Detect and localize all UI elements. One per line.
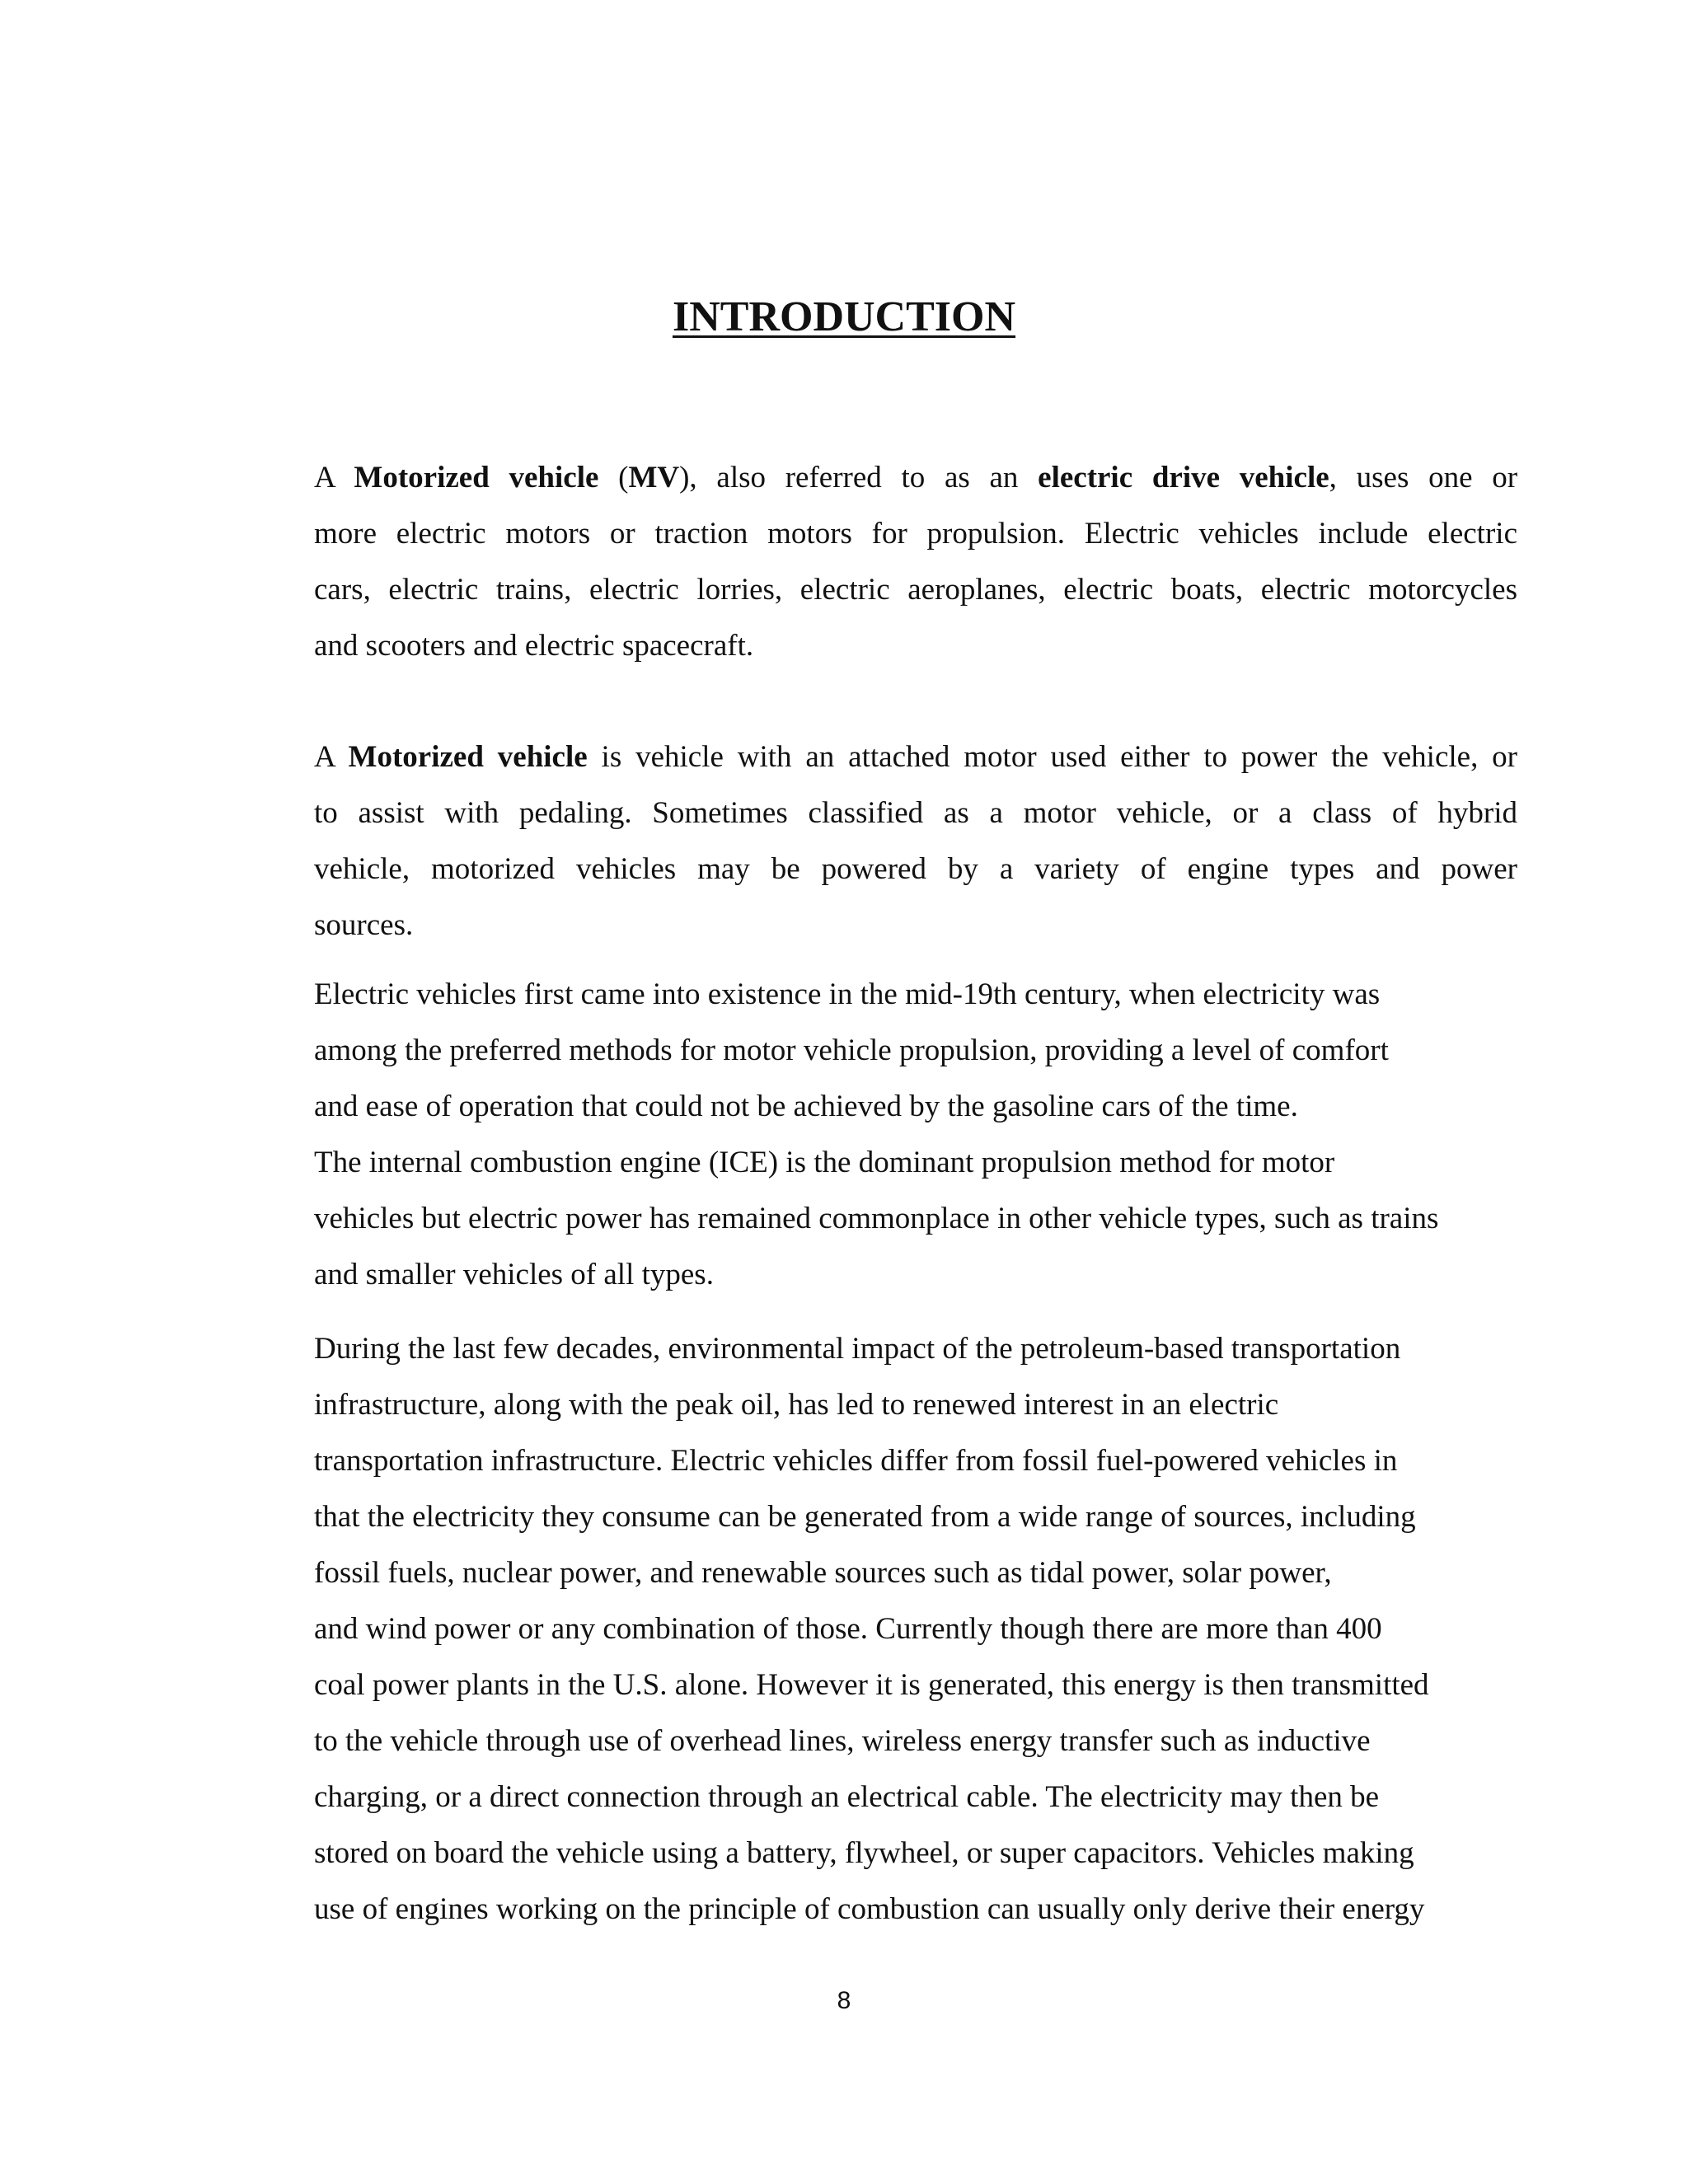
page-title: INTRODUCTION — [672, 293, 1016, 340]
text-line: among the preferred methods for motor vehicle propulsion, providing a level of comfort — [314, 1033, 1389, 1067]
text-run: , uses one or — [1329, 461, 1518, 494]
text-line: Electric vehicles first came into existence in the mid-19th century, when electricity was — [314, 977, 1381, 1011]
text-line: more electric motors or traction motors for propulsion. Electric vehicles include electric — [314, 517, 1517, 551]
text-run: ), also referred to as an — [679, 461, 1039, 494]
text-line: sources. — [314, 908, 414, 942]
text-line: and ease of operation that could not be achieved by the gasoline cars of the time. — [314, 1090, 1298, 1123]
text-line — [314, 737, 1517, 778]
text-run: A — [314, 461, 354, 494]
text-line: coal power plants in the U.S. alone. However it is generated, this energy is then transmitted — [314, 1668, 1429, 1702]
text-line: to the vehicle through use of overhead lines, wireless energy transfer such as inductive — [314, 1724, 1371, 1758]
bold-term: electric drive vehicle — [1038, 461, 1329, 494]
text-line — [314, 457, 1517, 499]
text-line: and scooters and electric spacecraft. — [314, 629, 754, 663]
text-line: transportation infrastructure. Electric vehicles differ from fossil fuel-powered vehicles in — [314, 1444, 1398, 1478]
text-line: The internal combustion engine (ICE) is the dominant propulsion method for motor — [314, 1146, 1335, 1179]
page-number: 8 — [837, 1987, 851, 2014]
text-run: is vehicle with an attached motor used either to power the vehicle, or — [587, 740, 1518, 774]
text-line: and smaller vehicles of all types. — [314, 1258, 714, 1291]
text-line: stored on board the vehicle using a battery, flywheel, or super capacitors. Vehicles making — [314, 1836, 1414, 1870]
text-run: A — [314, 740, 349, 774]
text-line: to assist with pedaling. Sometimes classified as a motor vehicle, or a class of hybrid — [314, 796, 1517, 830]
text-line: During the last few decades, environmental impact of the petroleum-based transportation — [314, 1332, 1401, 1366]
text-line: use of engines working on the principle of combustion can usually only derive their energy — [314, 1892, 1425, 1926]
text-line: fossil fuels, nuclear power, and renewable sources such as tidal power, solar power, — [314, 1556, 1332, 1590]
bold-term: Motorized vehicle — [348, 740, 588, 774]
bold-term: Motorized vehicle — [354, 461, 599, 494]
text-line: charging, or a direct connection through an electrical cable. The electricity may then be — [314, 1780, 1380, 1814]
text-line: cars, electric trains, electric lorries, electric aeroplanes, electric boats, electric motorcycles — [314, 573, 1517, 607]
bold-term: MV — [628, 461, 680, 494]
text-run: ( — [598, 461, 629, 494]
text-line: vehicles but electric power has remained commonplace in other vehicle types, such as trains — [314, 1202, 1439, 1235]
text-line: infrastructure, along with the peak oil, has led to renewed interest in an electric — [314, 1388, 1279, 1422]
text-line: vehicle, motorized vehicles may be powered by a variety of engine types and power — [314, 852, 1517, 886]
text-line: and wind power or any combination of those. Currently though there are more than 400 — [314, 1612, 1382, 1646]
text-line: that the electricity they consume can be generated from a wide range of sources, including — [314, 1500, 1416, 1534]
